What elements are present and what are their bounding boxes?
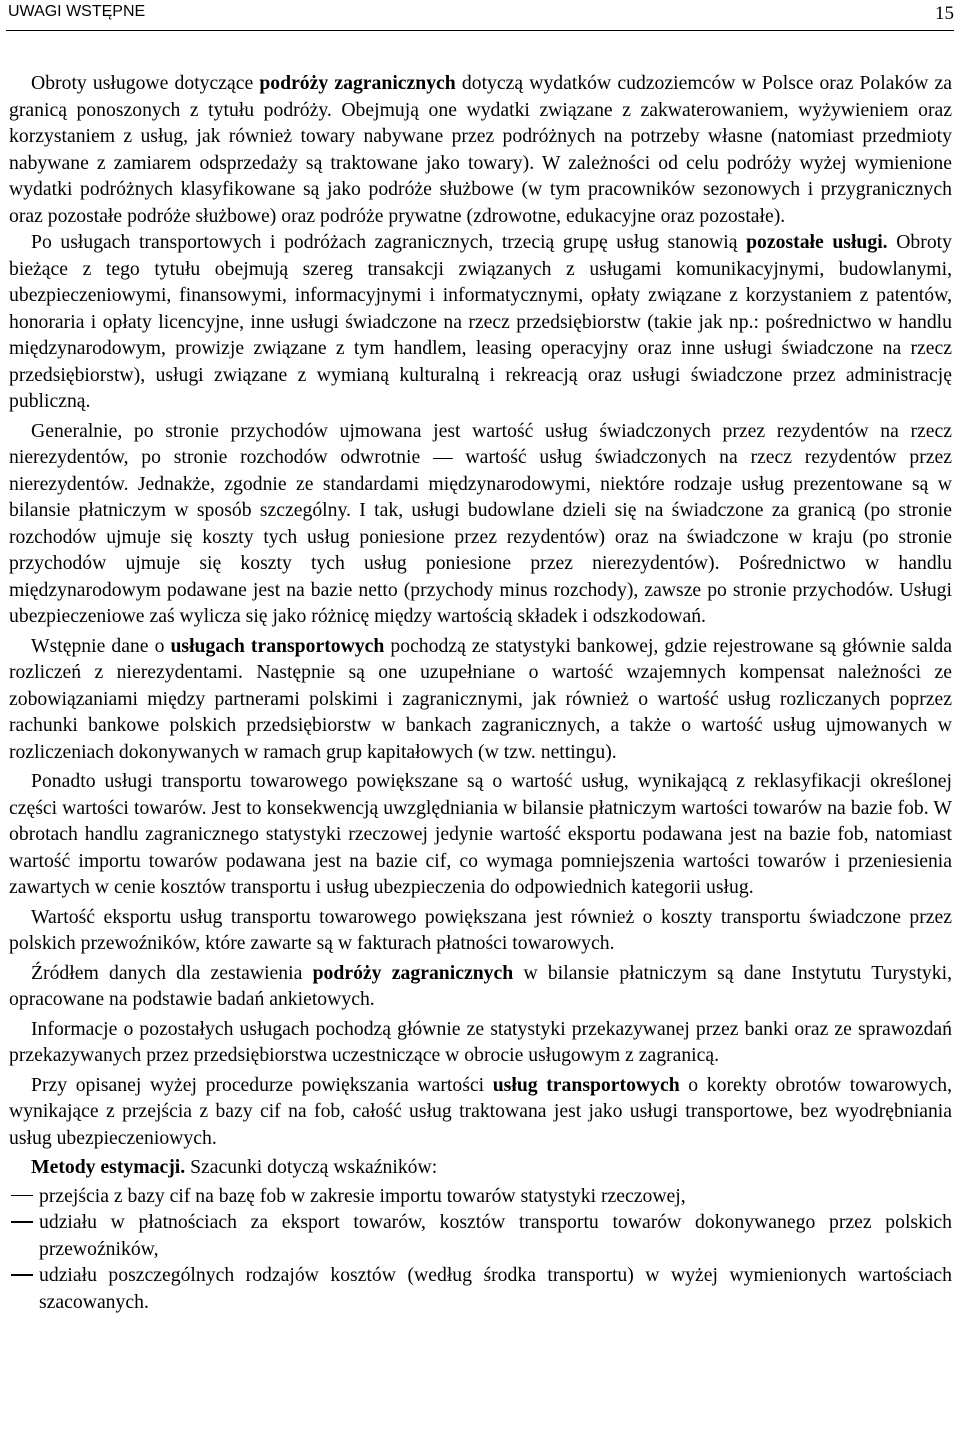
text-run: Po usługach transportowych i podróżach zagranicznych, trzecią grupę usług stanowią (31, 231, 747, 253)
running-header (6, 0, 954, 31)
text-run: o korekty obrotów towarowych, wynikające z przejścia z bazy cif na fob, całość usług traktowana jest jako usługi transportowe, bez wyodrębniania usług ubezpieczeniowych. (9, 1073, 952, 1149)
paragraph-general: Generalnie, po stronie przychodów ujmowana jest wartość usług świadczonych przez rezydentów na rzecz nierezydentów, po stronie rozchodów odwrotnie — wartość usług świadczonych na rzecz rezydentów przez nierezydentów. Jednakże, zgodnie ze standardami międzynarodowymi, niektóre rodzaje usług prezentowane są w bilansie płatniczym w sposób szczególny. I tak, usługi budowlane dzieli się na świadczone za granicą (po stronie rozchodów ujmuje się koszty tych usług poniesione przez rezydentów) oraz na świadczone w kraju (po stronie przychodów ujmuje się koszty tych usług poniesione przez nierezydentów). Pośrednictwo w handlu międzynarodowym podawane jest na bazie netto (przychody minus rozchody), zawsze po stronie przychodów. Usługi ubezpieczeniowe zaś wylicza się jako różnicę między wartością składek i odszkodowań. (9, 419, 952, 627)
text-run: Obroty usługowe dotyczące (31, 72, 260, 94)
paragraph-other-services (9, 229, 952, 415)
paragraph-transport-data (9, 633, 952, 766)
bold-term: usługach transportowych (170, 634, 385, 657)
list-item (9, 1209, 952, 1262)
list-item-text: przejścia z bazy cif na bazę fob w zakresie importu towarów statystyki rzeczowej, (39, 1184, 686, 1207)
text-run: Przy opisanej wyżej procedurze powiększania wartości (31, 1073, 493, 1096)
list-item (9, 1262, 952, 1315)
list-item-text: udziału w płatnościach za eksport towarów, kosztów transportu towarów dokonywanego przez polskich przewoźników, (39, 1211, 952, 1260)
running-title: UWAGI WSTĘPNE (8, 3, 146, 20)
bold-term: usług transportowych (492, 1073, 680, 1096)
text-run: w bilansie płatniczym są dane Instytutu Turystyki, opracowane na podstawie badań ankietowych. (9, 961, 952, 1010)
dash-bullet-icon (11, 1195, 33, 1197)
page-number: 15 (935, 3, 954, 24)
bold-term: pozostałe usługi. (746, 231, 888, 253)
list-item-text: udziału poszczególnych rodzajów kosztów (według środka transportu) w wyżej wymienionych wartościach szacowanych. (39, 1264, 952, 1313)
text-run: Źródłem danych dla zestawienia (31, 961, 313, 984)
paragraph-travel (9, 70, 952, 229)
bold-term: podróży zagranicznych (312, 961, 514, 984)
dash-bullet-icon (11, 1221, 33, 1223)
indicator-list (9, 1183, 952, 1316)
paragraph-other-source: Informacje o pozostałych usługach pochodzą głównie ze statystyki przekazywanej przez banki oraz ze sprawozdań przekazywanych przez przedsiębiorstwa uczestniczące w obrocie usługowym z zagranicą. (9, 1017, 952, 1066)
paragraph-reclassification: Ponadto usługi transportu towarowego powiększane są o wartość usług, wynikającą z reklasyfikacji określonej części wartości towarów. Jest to konsekwencją uwzględniania w bilansie płatniczym wartości towarów na bazie fob. W obrotach handlu zagranicznego statystyki rzeczowej jedynie wartość eksportu podawana jest na bazie fob, natomiast wartość importu towarów podawana jest na bazie cif, co wymaga pomniejszenia wartości towarów i przeniesienia zawartych w cenie kosztów transportu i usług ubezpieczenia do odpowiednich kategorii usług. (9, 770, 952, 898)
list-item (9, 1183, 952, 1210)
text-run: Obroty bieżące z tego tytułu obejmują szereg transakcji związanych z usługami komunikacyjnymi, budowlanymi, ubezpieczeniowymi, finansowymi, informacyjnymi i informatycznymi, opłaty związane z korzystaniem z patentów, honoraria i opłaty licencyjne, inne usługi świadczone na rzecz przedsiębiorstw (takie jak np.: pośrednictwo w handlu międzynarodowym, prowizje związane z tym handlem, leasing operacyjny oraz inne usługi świadczone na rzecz przedsiębiorstw), usługi związane z wymianą kulturalną i rekreacją oraz usługi świadczone przez administrację publiczną. (9, 231, 952, 412)
text-run: Szacunki dotyczą wskaźników: (185, 1156, 438, 1178)
paragraph-travel-source (9, 960, 952, 1013)
dash-bullet-icon (11, 1274, 33, 1276)
text-run: pochodzą ze statystyki bankowej, gdzie rejestrowane są głównie salda rozliczeń z nierezydentami. Następnie są one uzupełniane o wartość wzajemnych kompensat należności ze zobowiązaniami między partnerami polskimi i zagranicznymi, jak również o wartość usług rozliczanych poprzez rachunki bankowe polskich przedsiębiorstw w bankach zagranicznych, a także o wartość usług ujmowanych w rozliczeniach dokonywanych w ramach grup kapitałowych (w tzw. nettingu). (9, 634, 952, 763)
bold-term: podróży zagranicznych (259, 72, 456, 94)
paragraph-export-value: Wartość eksportu usług transportu towarowego powiększana jest również o koszty transportu świadczone przez polskich przewoźników, które zawarte są w fakturach płatności towarowych. (9, 905, 952, 954)
text-run: dotyczą wydatków cudzoziemców w Polsce oraz Polaków za granicą ponoszonych z tytułu podróży. Obejmują one wydatki związane z zakwaterowaniem, wyżywieniem oraz korzystaniem z usług, jak również towary nabywane przez podróżnych na potrzeby własne (natomiast przedmioty nabywane z zamiarem odsprzedaży są traktowane jako towary). W zależności od celu podróży wyżej wymienione wydatki podróżnych klasyfikowane są jako podróże służbowe (w tym pracowników sezonowych i przygranicznych oraz pozostałe podróże służbowe) oraz podróże prywatne (zdrowotne, edukacyjne oraz pozostałe). (9, 72, 952, 227)
paragraph-procedure (9, 1072, 952, 1152)
section-heading: Metody estymacji. (31, 1156, 186, 1178)
text-run: Wstępnie dane o (31, 634, 171, 657)
body-text (9, 70, 952, 1315)
paragraph-estimation-methods (9, 1154, 952, 1181)
